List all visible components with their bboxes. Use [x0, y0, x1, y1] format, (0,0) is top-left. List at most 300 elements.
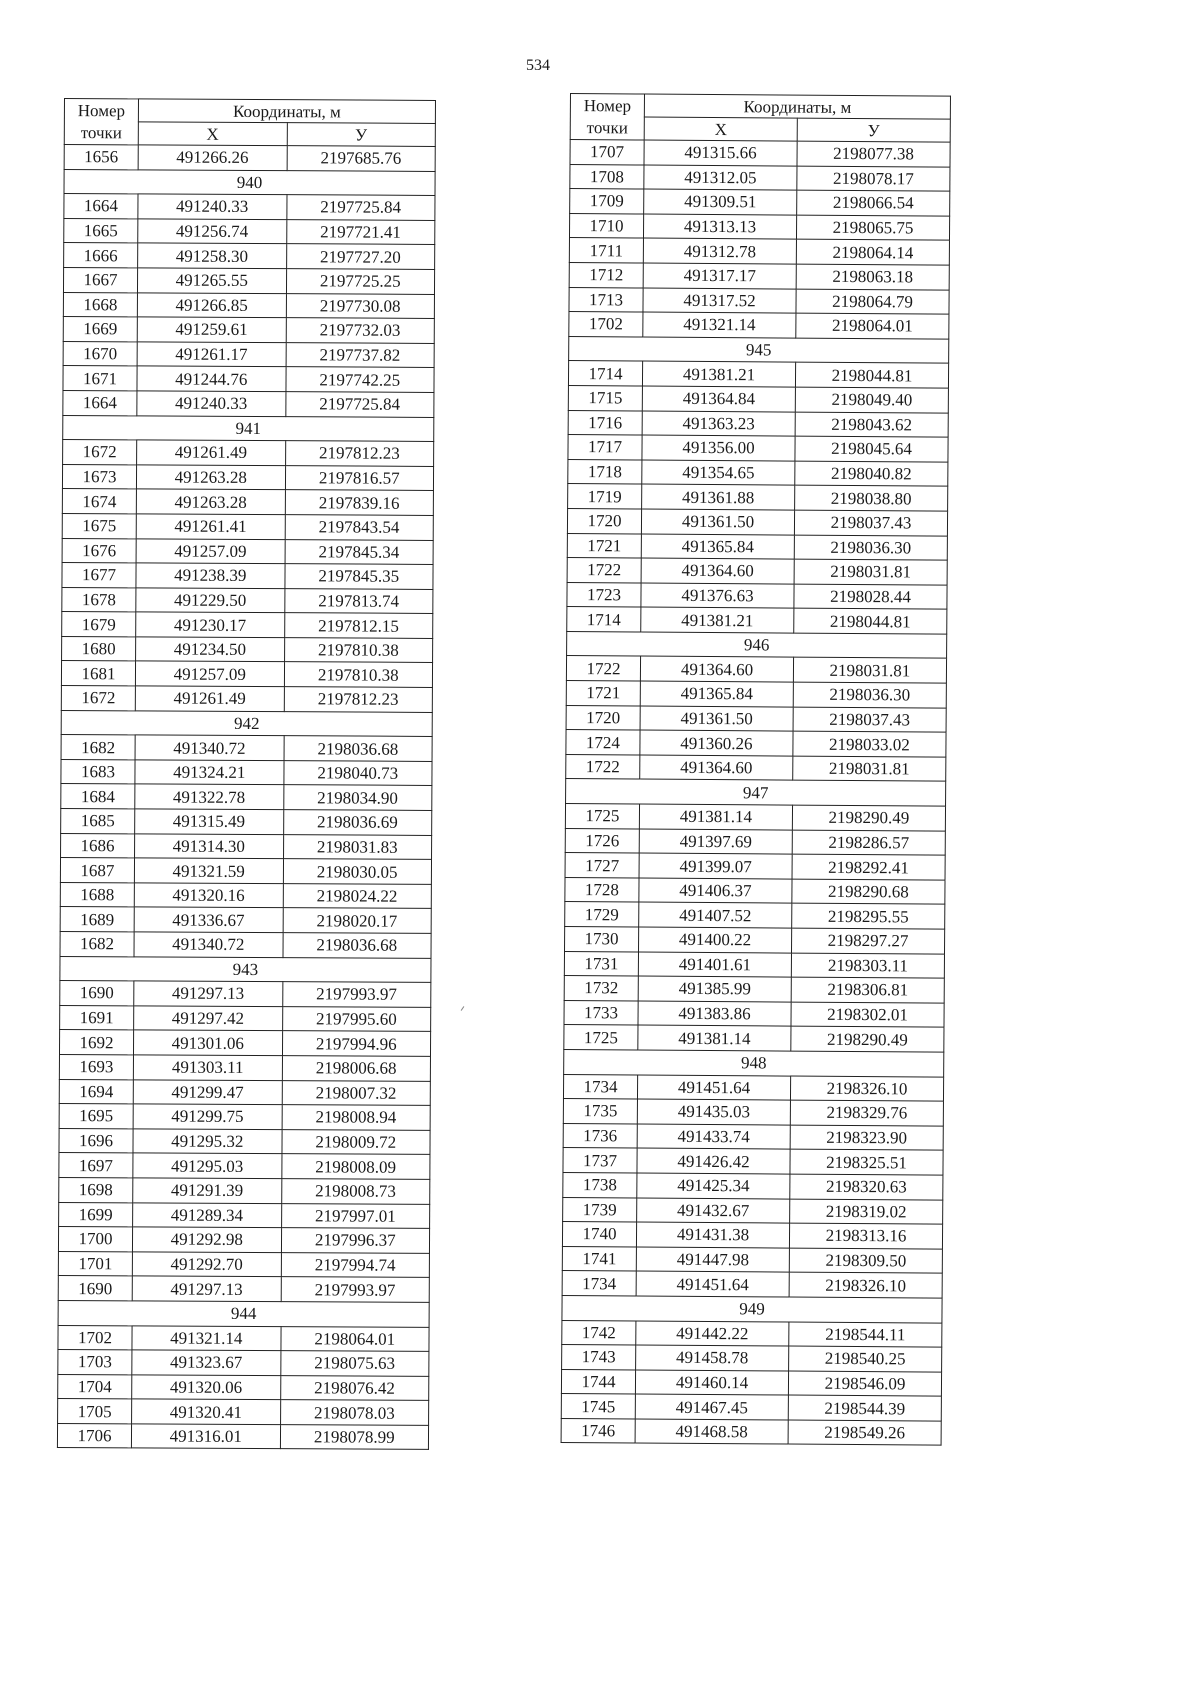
table-row: [58, 1350, 429, 1377]
table-row: [566, 730, 946, 757]
table-row: [62, 513, 433, 540]
x-coordinate-cell: 491468.58: [635, 1419, 788, 1445]
table-row: [565, 902, 945, 929]
x-coordinate-cell: 491316.01: [131, 1424, 280, 1449]
point-number-cell: 1674: [62, 489, 136, 514]
table-row: [63, 292, 434, 319]
point-number-cell: 1673: [62, 464, 136, 489]
y-coordinate-cell: 2197737.82: [286, 342, 435, 367]
table-row: [563, 1197, 943, 1224]
y-coordinate-cell: 2198076.42: [280, 1375, 429, 1400]
point-number-cell: 1703: [58, 1350, 132, 1375]
table-row: [567, 558, 947, 585]
y-coordinate-cell: 2198546.09: [788, 1371, 941, 1397]
y-coordinate-cell: 2198064.14: [796, 239, 949, 265]
point-number-cell: 1695: [59, 1104, 133, 1129]
table-row: [62, 464, 433, 491]
point-number-cell: 1688: [60, 882, 134, 907]
point-number-cell: 1744: [561, 1369, 635, 1394]
x-coordinate-cell: 491451.64: [636, 1271, 789, 1297]
x-coordinate-cell: 491257.09: [135, 661, 284, 686]
table-row: [63, 440, 434, 467]
x-coordinate-cell: 491399.07: [639, 853, 792, 879]
table-row: [61, 735, 432, 762]
point-number-cell: 1734: [562, 1271, 636, 1296]
point-number-cell: 1738: [563, 1172, 637, 1197]
y-coordinate-cell: 2198292.41: [792, 854, 945, 880]
table-row: [567, 508, 947, 535]
y-coordinate-cell: 2198036.68: [284, 736, 433, 761]
x-coordinate-cell: 491234.50: [136, 637, 285, 662]
table-row: [563, 1123, 943, 1150]
point-number-cell: 1672: [61, 686, 135, 711]
table-row: [563, 1074, 943, 1101]
table-row: [62, 612, 433, 639]
table-row: [61, 686, 432, 713]
y-coordinate-cell: 2198008.94: [282, 1105, 431, 1130]
y-coordinate-cell: 2198044.81: [795, 362, 948, 388]
section-row: [569, 336, 949, 363]
y-coordinate-cell: 2198031.83: [283, 834, 432, 859]
table-row: [63, 267, 434, 294]
x-coordinate-cell: 491376.63: [641, 583, 794, 609]
y-coordinate-cell: 2198540.25: [789, 1346, 942, 1372]
y-coordinate-cell: 2197730.08: [286, 293, 435, 318]
y-coordinate-cell: 2198045.64: [795, 436, 948, 462]
x-coordinate-cell: 491426.42: [637, 1148, 790, 1174]
y-coordinate-cell: 2198063.18: [796, 264, 949, 290]
table-row: [567, 607, 947, 634]
y-coordinate-cell: 2197812.23: [285, 441, 434, 466]
table-row: [59, 1177, 430, 1204]
x-coordinate-cell: 491259.61: [137, 317, 286, 342]
point-number-cell: 1740: [562, 1222, 636, 1247]
y-coordinate-cell: 2198006.68: [282, 1056, 431, 1081]
table-row: [569, 262, 949, 289]
x-coordinate-cell: 491320.06: [132, 1375, 281, 1400]
table-row: [58, 1325, 429, 1352]
table-row: [563, 1099, 943, 1126]
point-number-cell: 1736: [563, 1123, 637, 1148]
point-number-cell: 1698: [59, 1177, 133, 1202]
table-row: [565, 853, 945, 880]
y-coordinate-cell: 2198031.81: [793, 658, 946, 684]
point-number-cell: 1721: [567, 533, 641, 558]
y-coordinate-cell: 2198295.55: [792, 903, 945, 929]
y-coordinate-cell: 2198286.57: [792, 830, 945, 856]
point-number-cell: 1671: [63, 366, 137, 391]
section-number: 943: [60, 956, 431, 983]
point-number-cell: 1717: [568, 435, 642, 460]
x-coordinate-cell: 491240.33: [137, 391, 286, 416]
point-number-cell: 1733: [564, 1000, 638, 1025]
table-row: [60, 882, 431, 909]
table-row: [562, 1271, 942, 1298]
x-coordinate-cell: 491261.17: [137, 342, 286, 367]
y-coordinate-cell: 2197995.60: [282, 1006, 431, 1031]
x-column-header: X: [644, 117, 797, 141]
y-coordinate-cell: 2198303.11: [791, 953, 944, 979]
x-coordinate-cell: 491295.32: [133, 1129, 282, 1154]
x-coordinate-cell: 491401.61: [638, 952, 791, 978]
y-coordinate-cell: 2198326.10: [789, 1272, 942, 1298]
point-number-cell: 1720: [566, 705, 640, 730]
section-row: [564, 1049, 944, 1076]
table-row: [568, 459, 948, 486]
table-row: [562, 1246, 942, 1273]
point-number-cell: 1690: [58, 1276, 132, 1301]
y-coordinate-cell: 2197742.25: [285, 367, 434, 392]
point-number-cell: 1719: [568, 484, 642, 509]
table-row: [62, 563, 433, 590]
table-row: [569, 238, 949, 265]
table-row: [562, 1320, 942, 1347]
table-row: [59, 1128, 430, 1155]
y-coordinate-cell: 2198329.76: [790, 1100, 943, 1126]
y-coordinate-cell: 2198036.68: [283, 933, 432, 958]
table-row: [569, 287, 949, 314]
table-row: [61, 833, 432, 860]
point-number-cell: 1710: [569, 213, 643, 238]
page-number: 534: [526, 57, 550, 74]
y-coordinate-cell: 2198008.09: [281, 1154, 430, 1179]
y-column-header: У: [797, 118, 950, 142]
x-coordinate-cell: 491303.11: [133, 1055, 282, 1080]
y-coordinate-cell: 2197813.74: [284, 588, 433, 613]
y-coordinate-cell: 2198297.27: [792, 928, 945, 954]
x-coordinate-cell: 491385.99: [638, 976, 791, 1002]
coordinates-table-body: [561, 140, 950, 1446]
x-coordinate-cell: 491361.50: [641, 509, 794, 535]
point-number-cell: 1707: [570, 140, 644, 165]
table-row: [62, 489, 433, 516]
coordinates-table-right: [561, 93, 951, 1446]
x-coordinate-cell: 491261.49: [137, 440, 286, 465]
section-number: 942: [61, 710, 432, 737]
table-row: [58, 1374, 429, 1401]
y-coordinate-cell: 2198077.38: [797, 141, 950, 167]
point-number-cell: 1712: [569, 262, 643, 287]
point-number-cell: 1667: [63, 267, 137, 292]
point-number-header-line1: Номер: [77, 101, 126, 121]
x-coordinate-cell: 491240.33: [138, 194, 287, 219]
table-row: [564, 976, 944, 1003]
y-coordinate-cell: 2197997.01: [281, 1203, 430, 1228]
y-coordinate-cell: 2197994.96: [282, 1031, 431, 1056]
point-number-cell: 1721: [566, 681, 640, 706]
y-coordinate-cell: 2198065.75: [796, 215, 949, 241]
table-row: [570, 189, 950, 216]
coordinates-header: Координаты, м: [644, 94, 950, 119]
point-number-cell: 1679: [62, 612, 136, 637]
x-coordinate-cell: 491324.21: [135, 760, 284, 785]
x-coordinate-cell: 491297.13: [134, 981, 283, 1006]
x-coordinate-cell: 491256.74: [138, 219, 287, 244]
y-coordinate-cell: 2197725.84: [285, 392, 434, 417]
y-coordinate-cell: 2198290.68: [792, 879, 945, 905]
table-row: [60, 858, 431, 885]
table-row: [59, 1054, 430, 1081]
x-column-header: X: [138, 122, 287, 146]
point-number-header-line2: точки: [80, 122, 122, 142]
x-coordinate-cell: 491229.50: [136, 588, 285, 613]
section-number: 940: [64, 169, 435, 196]
table-row: [565, 877, 945, 904]
x-coordinate-cell: 491381.21: [642, 361, 795, 387]
point-number-cell: 1742: [562, 1320, 636, 1345]
table-row: [59, 1079, 430, 1106]
table-row: [565, 828, 945, 855]
y-coordinate-cell: 2197843.54: [285, 515, 434, 540]
y-column-header: У: [287, 123, 436, 147]
y-coordinate-cell: 2198037.43: [794, 510, 947, 536]
section-number: 947: [566, 779, 946, 806]
table-row: [59, 1030, 430, 1057]
point-number-cell: 1696: [59, 1128, 133, 1153]
table-row: [60, 931, 431, 958]
y-coordinate-cell: 2198028.44: [794, 584, 947, 610]
x-coordinate-cell: 491261.49: [135, 686, 284, 711]
point-number-cell: 1743: [562, 1345, 636, 1370]
y-coordinate-cell: 2198302.01: [791, 1002, 944, 1028]
table-row: [64, 145, 435, 172]
point-number-cell: 1664: [63, 390, 137, 415]
x-coordinate-cell: 491365.84: [640, 681, 793, 707]
x-coordinate-cell: 491458.78: [636, 1345, 789, 1371]
point-number-cell: 1704: [58, 1374, 132, 1399]
x-coordinate-cell: 491244.76: [137, 366, 286, 391]
x-coordinate-cell: 491314.30: [135, 834, 284, 859]
table-row: [62, 587, 433, 614]
y-coordinate-cell: 2198309.50: [789, 1248, 942, 1274]
x-coordinate-cell: 491340.72: [135, 735, 284, 760]
y-coordinate-cell: 2198064.01: [280, 1326, 429, 1351]
y-coordinate-cell: 2198036.30: [794, 535, 947, 561]
y-coordinate-cell: 2198290.49: [792, 805, 945, 831]
point-number-cell: 1739: [563, 1197, 637, 1222]
y-coordinate-cell: 2198043.62: [795, 412, 948, 438]
point-number-cell: 1726: [565, 828, 639, 853]
point-number-cell: 1728: [565, 877, 639, 902]
point-number-cell: 1722: [567, 558, 641, 583]
y-coordinate-cell: 2198034.90: [283, 785, 432, 810]
point-number-cell: 1716: [568, 410, 642, 435]
point-number-cell: 1741: [562, 1246, 636, 1271]
y-coordinate-cell: 2198007.32: [282, 1080, 431, 1105]
x-coordinate-cell: 491301.06: [133, 1030, 282, 1055]
section-number: 945: [569, 336, 949, 363]
x-coordinate-cell: 491313.13: [643, 214, 796, 240]
scan-speck: [461, 1006, 465, 1011]
x-coordinate-cell: 491321.59: [134, 858, 283, 883]
section-number: 944: [58, 1300, 429, 1327]
x-coordinate-cell: 491364.60: [640, 656, 793, 682]
point-number-cell: 1675: [62, 513, 136, 538]
x-coordinate-cell: 491397.69: [639, 829, 792, 855]
table-row: [57, 1423, 428, 1450]
x-coordinate-cell: 491336.67: [134, 907, 283, 932]
y-coordinate-cell: 2198066.54: [797, 190, 950, 216]
x-coordinate-cell: 491320.16: [134, 883, 283, 908]
table-row: [61, 759, 432, 786]
x-coordinate-cell: 491406.37: [639, 878, 792, 904]
y-coordinate-cell: 2198078.17: [797, 166, 950, 192]
point-number-cell: 1711: [569, 238, 643, 263]
section-row: [61, 710, 432, 737]
table-row: [562, 1222, 942, 1249]
table-row: [64, 243, 435, 270]
y-coordinate-cell: 2198044.81: [794, 608, 947, 634]
x-coordinate-cell: 491381.14: [638, 1025, 791, 1051]
point-number-cell: 1708: [570, 164, 644, 189]
x-coordinate-cell: 491364.60: [641, 558, 794, 584]
point-number-cell: 1664: [64, 194, 138, 219]
point-number-cell: 1670: [63, 341, 137, 366]
point-number-cell: 1682: [60, 931, 134, 956]
x-coordinate-cell: 491238.39: [136, 563, 285, 588]
x-coordinate-cell: 491364.60: [640, 755, 793, 781]
y-coordinate-cell: 2198306.81: [791, 977, 944, 1003]
table-row: [564, 951, 944, 978]
point-number-cell: 1682: [61, 735, 135, 760]
point-number-cell: 1722: [566, 754, 640, 779]
y-coordinate-cell: 2198078.99: [280, 1425, 429, 1450]
table-row: [58, 1399, 429, 1426]
y-coordinate-cell: 2197812.15: [284, 613, 433, 638]
y-coordinate-cell: 2197845.35: [284, 564, 433, 589]
table-row: [570, 140, 950, 167]
table-row: [569, 213, 949, 240]
point-number-cell: 1678: [62, 587, 136, 612]
y-coordinate-cell: 2198075.63: [280, 1351, 429, 1376]
point-number-cell: 1697: [59, 1153, 133, 1178]
y-coordinate-cell: 2198544.11: [789, 1322, 942, 1348]
x-coordinate-cell: 491299.75: [133, 1104, 282, 1129]
point-number-cell: 1668: [63, 292, 137, 317]
point-number-cell: 1692: [59, 1030, 133, 1055]
point-number-cell: 1665: [64, 218, 138, 243]
x-coordinate-cell: 491312.05: [644, 165, 797, 191]
x-coordinate-cell: 491365.84: [641, 534, 794, 560]
section-number: 946: [567, 631, 947, 658]
point-number-cell: 1680: [62, 636, 136, 661]
table-row: [566, 754, 946, 781]
table-row: [59, 1202, 430, 1229]
x-coordinate-cell: 491321.14: [132, 1325, 281, 1350]
x-coordinate-cell: 491309.51: [644, 189, 797, 215]
x-coordinate-cell: 491317.52: [643, 288, 796, 314]
x-coordinate-cell: 491442.22: [636, 1320, 789, 1346]
table-row: [569, 312, 949, 339]
x-coordinate-cell: 491266.26: [138, 145, 287, 170]
x-coordinate-cell: 491447.98: [636, 1247, 789, 1273]
point-number-cell: 1735: [563, 1099, 637, 1124]
x-coordinate-cell: 491230.17: [136, 612, 285, 637]
x-coordinate-cell: 491263.28: [136, 489, 285, 514]
section-row: [60, 956, 431, 983]
table-row: [568, 435, 948, 462]
x-coordinate-cell: 491295.03: [133, 1153, 282, 1178]
y-coordinate-cell: 2198033.02: [793, 731, 946, 757]
section-number: 941: [63, 415, 434, 442]
x-coordinate-cell: 491317.17: [643, 263, 796, 289]
x-coordinate-cell: 491364.84: [642, 386, 795, 412]
y-coordinate-cell: 2198037.43: [793, 707, 946, 733]
y-coordinate-cell: 2198008.73: [281, 1179, 430, 1204]
y-coordinate-cell: 2198290.49: [791, 1026, 944, 1052]
x-coordinate-cell: 491383.86: [638, 1001, 791, 1027]
x-coordinate-cell: 491297.13: [132, 1276, 281, 1301]
table-row: [63, 366, 434, 393]
y-coordinate-cell: 2198040.73: [283, 761, 432, 786]
coordinates-table-left: [57, 98, 436, 1450]
x-coordinate-cell: 491299.47: [133, 1079, 282, 1104]
x-coordinate-cell: 491356.00: [642, 435, 795, 461]
y-coordinate-cell: 2198040.82: [795, 461, 948, 487]
point-number-cell: 1693: [59, 1054, 133, 1079]
x-coordinate-cell: 491400.22: [639, 927, 792, 953]
x-coordinate-cell: 491381.14: [639, 804, 792, 830]
point-number-cell: 1720: [567, 508, 641, 533]
table-row: [566, 705, 946, 732]
table-row: [567, 582, 947, 609]
point-number-cell: 1718: [568, 459, 642, 484]
x-coordinate-cell: 491460.14: [635, 1370, 788, 1396]
table-row: [60, 1005, 431, 1032]
table-row: [570, 164, 950, 191]
y-coordinate-cell: 2197996.37: [281, 1228, 430, 1253]
x-coordinate-cell: 491265.55: [137, 268, 286, 293]
y-coordinate-cell: 2198049.40: [795, 387, 948, 413]
point-number-cell: 1683: [61, 759, 135, 784]
point-number-cell: 1731: [564, 951, 638, 976]
section-row: [63, 415, 434, 442]
y-coordinate-cell: 2197845.34: [285, 539, 434, 564]
y-coordinate-cell: 2197839.16: [285, 490, 434, 515]
x-coordinate-cell: 491451.64: [637, 1075, 790, 1101]
point-number-cell: 1725: [565, 804, 639, 829]
table-row: [568, 410, 948, 437]
x-coordinate-cell: 491322.78: [135, 784, 284, 809]
x-coordinate-cell: 491431.38: [636, 1222, 789, 1248]
point-number-cell: 1686: [61, 833, 135, 858]
table-row: [565, 926, 945, 953]
point-number-header: [570, 94, 644, 141]
table-row: [59, 1104, 430, 1131]
y-coordinate-cell: 2197810.38: [284, 638, 433, 663]
point-number-cell: 1727: [565, 853, 639, 878]
y-coordinate-cell: 2198325.51: [790, 1149, 943, 1175]
table-row: [565, 804, 945, 831]
y-coordinate-cell: 2197725.84: [286, 195, 435, 220]
y-coordinate-cell: 2198030.05: [283, 859, 432, 884]
section-row: [58, 1300, 429, 1327]
point-number-cell: 1724: [566, 730, 640, 755]
x-coordinate-cell: 491263.28: [136, 465, 285, 490]
section-row: [64, 169, 435, 196]
point-number-cell: 1729: [565, 902, 639, 927]
y-coordinate-cell: 2198320.63: [790, 1174, 943, 1200]
point-number-cell: 1730: [565, 926, 639, 951]
table-row: [64, 218, 435, 245]
table-row: [60, 907, 431, 934]
x-coordinate-cell: 491258.30: [138, 243, 287, 268]
y-coordinate-cell: 2197810.38: [284, 662, 433, 687]
section-row: [566, 779, 946, 806]
y-coordinate-cell: 2198036.69: [283, 810, 432, 835]
y-coordinate-cell: 2197994.74: [281, 1252, 430, 1277]
point-number-cell: 1702: [58, 1325, 132, 1350]
